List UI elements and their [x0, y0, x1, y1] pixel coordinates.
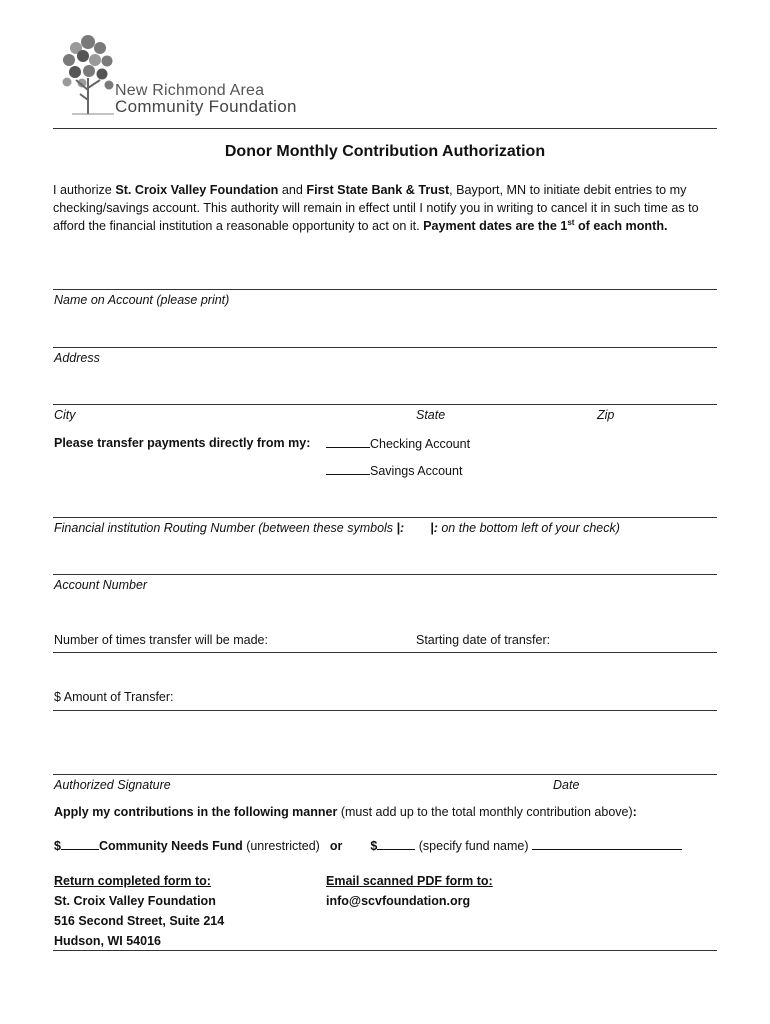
- account-number-field[interactable]: [53, 574, 717, 575]
- return-line-1: St. Croix Valley Foundation: [54, 894, 216, 908]
- logo: [58, 30, 318, 120]
- fund-allocation-row: [54, 838, 682, 853]
- email-address[interactable]: info@scvfoundation.org: [326, 894, 471, 908]
- page-title: Donor Monthly Contribution Authorization: [224, 143, 546, 160]
- start-date-label: Starting date of transfer:: [416, 633, 551, 647]
- checking-option[interactable]: [326, 436, 470, 451]
- intro-text-2: and: [278, 183, 307, 197]
- return-heading: Return completed form to:: [54, 874, 211, 888]
- routing-number-field[interactable]: [53, 517, 717, 518]
- intro-line-2: checking/savings account. This authority will remain in effect until I notify you in writing to cancel it in such time as to: [53, 201, 699, 215]
- logo-line-1: New Richmond Area: [115, 82, 265, 99]
- num-times-label: Number of times transfer will be made:: [54, 633, 268, 647]
- email-heading: Email scanned PDF form to:: [326, 874, 493, 888]
- checking-label: Checking Account: [370, 437, 471, 451]
- name-label: Name on Account (please print): [54, 293, 230, 307]
- or-label: or: [329, 839, 343, 853]
- authorization-paragraph: [53, 181, 723, 235]
- amount-label: $ Amount of Transfer:: [54, 690, 174, 704]
- fund1-name: Community Needs Fund: [98, 839, 243, 853]
- savings-blank[interactable]: [326, 463, 370, 475]
- account-number-label: Account Number: [54, 578, 148, 592]
- footer-divider: [53, 950, 717, 951]
- routing-symbol-2: |:: [430, 521, 438, 535]
- city-state-zip-field[interactable]: [53, 404, 717, 405]
- address-field[interactable]: [53, 347, 717, 348]
- fund1-dollar: $: [54, 839, 61, 853]
- savings-label: Savings Account: [370, 464, 463, 478]
- savings-option[interactable]: [326, 463, 462, 478]
- header-divider: [53, 128, 717, 129]
- fund2-name-field[interactable]: [532, 838, 682, 850]
- logo-line-2: Community Foundation: [115, 97, 297, 116]
- apply-instruction: Apply my contributions in the following manner (must add up to the total monthly contribution above):: [54, 805, 637, 819]
- tree-icon: [58, 30, 118, 118]
- transfer-from-label: Please transfer payments directly from my:: [54, 436, 311, 450]
- zip-label: Zip: [597, 408, 615, 422]
- routing-label: Financial institution Routing Number (between these symbols |: |: on the bottom left of your check): [54, 521, 620, 535]
- checking-blank[interactable]: [326, 436, 370, 448]
- fund2-amount-field[interactable]: [377, 838, 415, 850]
- payment-dates: Payment dates are the 1st of each month.: [423, 217, 668, 233]
- city-label: City: [54, 408, 76, 422]
- intro-text-3: , Bayport, MN to initiate debit entries to my: [449, 183, 687, 197]
- intro-text-1: I authorize: [53, 183, 116, 197]
- routing-symbol-1: |:: [396, 521, 405, 535]
- intro-line-3: afford the financial institution a reasonable opportunity to act on it.: [53, 219, 424, 233]
- state-label: State: [416, 408, 446, 422]
- foundation-name: St. Croix Valley Foundation: [115, 183, 279, 197]
- return-line-2: 516 Second Street, Suite 214: [54, 914, 225, 928]
- amount-field[interactable]: [53, 710, 717, 711]
- return-line-3: Hudson, WI 54016: [54, 934, 161, 948]
- name-field[interactable]: [53, 289, 717, 290]
- fund1-amount-field[interactable]: [61, 838, 99, 850]
- signature-label: Authorized Signature: [54, 778, 171, 792]
- signature-field[interactable]: [53, 774, 717, 775]
- return-address: [54, 871, 224, 951]
- date-label: Date: [553, 778, 580, 792]
- bank-name: First State Bank & Trust: [306, 183, 450, 197]
- fund2-note: (specify fund name): [415, 839, 532, 853]
- address-label: Address: [54, 351, 100, 365]
- num-times-field[interactable]: [53, 652, 717, 653]
- fund1-note: (unrestricted): [242, 839, 320, 853]
- fund2-dollar: $: [370, 839, 378, 853]
- email-section: [326, 871, 493, 911]
